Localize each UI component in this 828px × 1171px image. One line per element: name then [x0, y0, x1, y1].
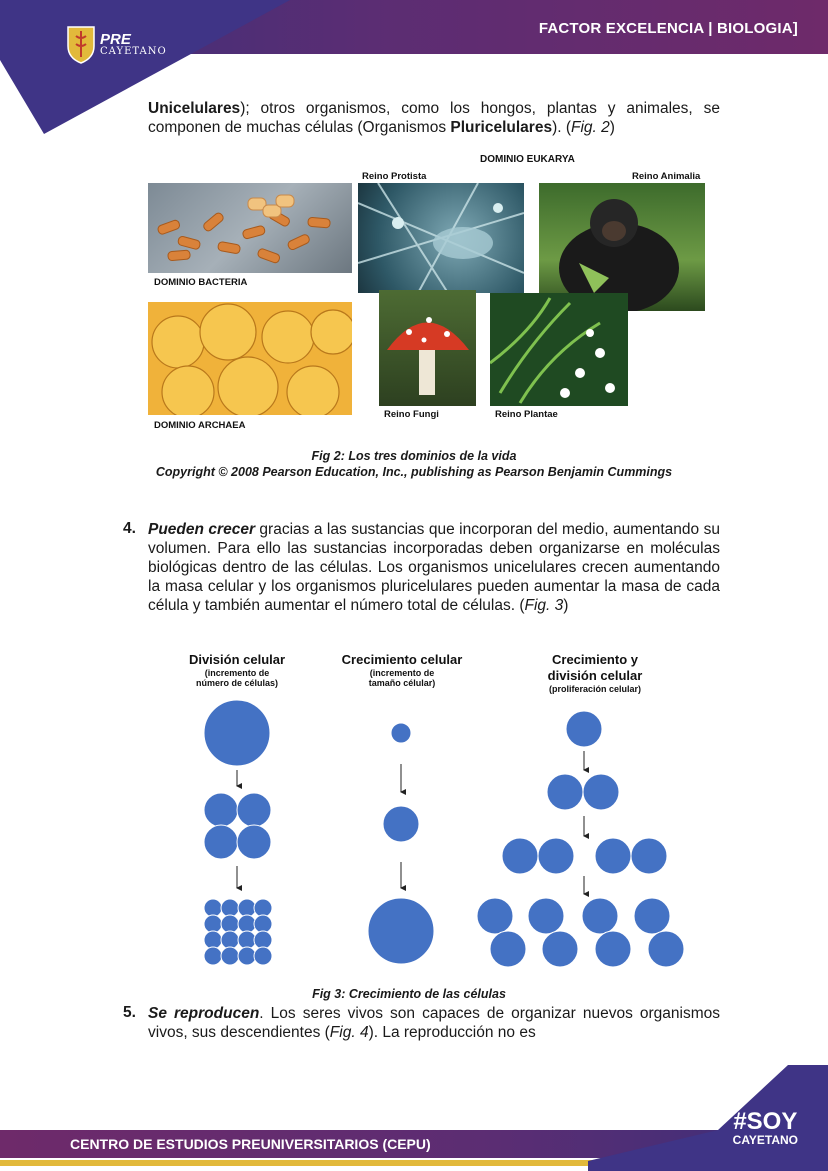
logo-pre: PRE	[100, 30, 131, 48]
soy-cayetano-badge	[733, 1110, 798, 1146]
figure-cell-growth	[170, 652, 690, 982]
intro-text-3: )	[609, 119, 615, 136]
photo-fungi	[379, 290, 476, 406]
label-fungi: Reino Fungi	[384, 409, 439, 420]
item4-end: )	[563, 597, 569, 614]
col2-title: Crecimiento celular	[341, 652, 463, 667]
term-pluricelulares: Pluricelulares	[450, 119, 553, 136]
fig-ref: Fig. 2	[571, 119, 610, 136]
page-header-title: FACTOR EXCELENCIA | BIOLOGIA]	[538, 20, 798, 37]
item5-lead: Se reproducen	[148, 1005, 260, 1022]
soy-hashtag: #SOY	[733, 1108, 798, 1135]
item4-body: gracias a las sustancias que incorporan del medio, aumentando su volumen. Para ello las sustancias incorporadas deben organizarse en moléculas biológicas dentro de las células. Los organismos unicelulares crecen aumentando la masa celular y los organismos pluricelulares pueden aumentar la masa de cada célula y también aumentar el número total de células. (	[148, 521, 720, 614]
col1-title: División celular	[188, 652, 286, 667]
col3-title1: Crecimiento y	[552, 652, 638, 667]
figure-three-domains	[148, 150, 708, 440]
item5-fig-ref: Fig. 4	[329, 1024, 369, 1041]
footer-text: CENTRO DE ESTUDIOS PREUNIVERSITARIOS (CEPU)	[70, 1136, 431, 1152]
label-archaea: DOMINIO ARCHAEA	[154, 420, 246, 431]
item5-paragraph	[148, 1004, 720, 1042]
label-eukarya: DOMINIO EUKARYA	[480, 154, 575, 165]
col3-sub: (proliferación celular)	[548, 684, 642, 694]
label-plantae: Reino Plantae	[495, 409, 558, 420]
item5-number: 5.	[123, 1004, 136, 1021]
item5-end: ). La reproducción no es	[368, 1024, 536, 1041]
item4-fig-ref: Fig. 3	[524, 597, 564, 614]
photo-protista	[358, 183, 524, 293]
col2-sub2: tamaño célular)	[368, 678, 436, 688]
shield-icon	[66, 24, 96, 64]
item4-lead: Pueden crecer	[148, 521, 255, 538]
logo-cayetano: CAYETANO	[100, 45, 167, 57]
col3-title2: división celular	[547, 668, 643, 683]
intro-text: ); otros organismos, como los hongos, plantas y animales, se componen de muchas células (Organismos	[148, 100, 720, 136]
intro-text-2: ). (	[552, 119, 572, 136]
label-bacteria: DOMINIO BACTERIA	[154, 277, 248, 288]
logo	[66, 24, 167, 64]
photo-plantae	[490, 293, 628, 406]
intro-paragraph	[148, 99, 720, 137]
term-unicelulares: Unicelulares	[148, 100, 241, 117]
item4-paragraph	[148, 520, 720, 615]
col1-sub2: número de células)	[195, 678, 279, 688]
label-animalia: Reino Animalia	[632, 171, 701, 182]
fig2-caption: Fig 2: Los tres dominios de la vida	[311, 449, 517, 463]
fig2-copyright: Copyright © 2008 Pearson Education, Inc., publishing as Pearson Benjamin Cummings	[155, 465, 673, 479]
col2-sub1: (incremento de	[369, 668, 435, 678]
photo-archaea	[148, 302, 352, 415]
photo-animalia	[539, 183, 705, 311]
fig3-caption: Fig 3: Crecimiento de las células	[312, 987, 506, 1001]
cells-diagram	[170, 652, 690, 982]
label-protista: Reino Protista	[362, 171, 427, 182]
soy-cayetano: CAYETANO	[732, 1133, 798, 1147]
col1-sub1: (incremento de	[204, 668, 270, 678]
photo-bacteria	[148, 183, 352, 273]
item4-number: 4.	[123, 520, 136, 537]
item5-body: . Los seres vivos son capaces de organizar nuevos organismos vivos, sus descendientes (	[148, 1005, 721, 1041]
cell	[204, 700, 270, 766]
